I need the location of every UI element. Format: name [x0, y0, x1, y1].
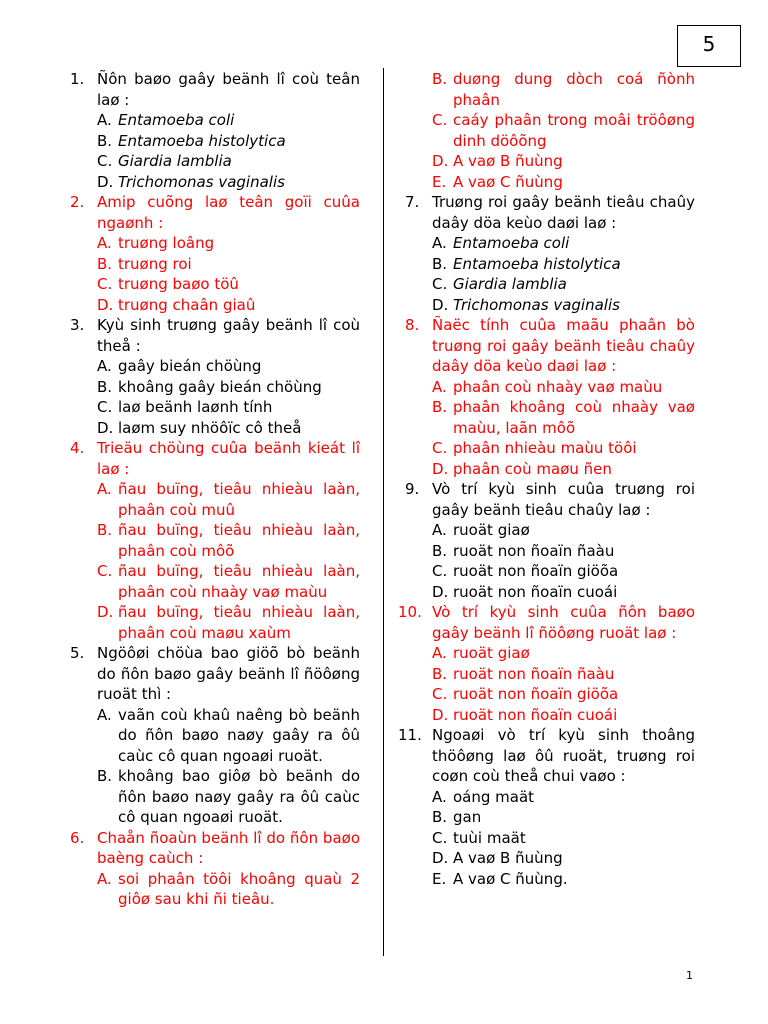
option-letter: A.: [97, 111, 112, 129]
option-text: Trichomonas vaginalis: [453, 295, 620, 314]
option-letter: B.: [432, 541, 448, 560]
question-6: [70, 828, 360, 869]
option-text: truøng chaân giaû: [118, 295, 256, 314]
question-text: Ngöôøi chöùa bao giöõ bò beänh do ñôn baøo gaây beänh lî ñöôøng ruoät thì :: [97, 644, 360, 703]
question-8: [405, 315, 695, 377]
answer-option: [432, 438, 695, 459]
option-letter: C.: [97, 562, 113, 580]
answer-option: [432, 110, 695, 151]
answer-options: [70, 110, 360, 192]
answer-option: [432, 172, 695, 193]
question-2: [70, 192, 360, 233]
option-text: Giardia lamblia: [453, 275, 567, 293]
answer-options: [70, 705, 360, 828]
option-letter: D.: [432, 459, 449, 478]
option-text: gaây bieán chöùng: [118, 357, 262, 375]
answer-option: [97, 110, 360, 131]
option-letter: B.: [432, 70, 448, 88]
option-letter: C.: [432, 828, 448, 847]
option-text: Giardia lamblia: [118, 152, 232, 170]
answer-option: [97, 151, 360, 172]
answer-option: [432, 541, 695, 562]
option-letter: C.: [97, 152, 113, 170]
answer-option: [97, 766, 360, 828]
question-number: 5.: [70, 644, 85, 662]
option-text: ruoät non ñoaïn giöõa: [453, 562, 619, 580]
option-letter: D.: [432, 705, 449, 724]
option-text: Entamoeba coli: [453, 234, 570, 252]
answer-option: [97, 397, 360, 418]
option-text: oáng maät: [453, 787, 535, 806]
answer-option: [432, 459, 695, 480]
option-text: phaân coù nhaày vaø maùu: [453, 377, 663, 396]
answer-option: [97, 520, 360, 561]
option-letter: D.: [97, 295, 114, 314]
question-text: Kyù sinh truøng gaây beänh lî coù theå :: [97, 316, 360, 355]
option-letter: B.: [97, 377, 113, 396]
question-10: [398, 602, 695, 643]
answer-option: [97, 705, 360, 767]
question-number: 4.: [70, 439, 85, 457]
answer-option: [432, 684, 695, 705]
option-text: ruoät non ñoaïn cuoái: [453, 705, 618, 724]
answer-option: [97, 602, 360, 643]
answer-options: [70, 869, 360, 910]
option-text: vaãn coù khaû naêng bò beänh do ñôn baøo naøy gaây ra ôû caùc cô quan ngoaøi ruoät.: [118, 705, 360, 765]
option-text: ruoät non ñoaïn giöõa: [453, 685, 619, 703]
option-text: Entamoeba histolytica: [453, 254, 621, 273]
question-5: [70, 643, 360, 705]
answer-option: [432, 787, 695, 808]
answer-option: [97, 418, 360, 439]
question-text: Truøng roi gaây beänh tieâu chaûy daây döa keùo daøi laø :: [432, 193, 695, 232]
option-text: ruoät non ñoaïn ñaàu: [453, 541, 615, 560]
option-letter: A.: [432, 234, 447, 252]
option-letter: A.: [432, 787, 447, 806]
option-text: Entamoeba histolytica: [118, 131, 286, 150]
option-letter: B.: [432, 254, 448, 273]
page-number-box: 5: [677, 25, 741, 67]
option-letter: C.: [432, 562, 448, 580]
option-letter: E.: [432, 869, 447, 888]
answer-options: [70, 233, 360, 315]
option-text: caáy phaân trong moâi tröôøng dinh döôõng: [453, 111, 695, 150]
option-letter: C.: [97, 275, 113, 293]
answer-option: [97, 172, 360, 193]
answer-option: [432, 705, 695, 726]
option-letter: B.: [97, 521, 113, 539]
option-text: A vaø C ñuùng.: [453, 869, 568, 888]
answer-option: [97, 377, 360, 398]
option-letter: C.: [432, 439, 448, 457]
answer-option: [432, 377, 695, 398]
option-text: truøng baøo töû: [118, 275, 239, 293]
left-column: [70, 69, 360, 910]
option-letter: A.: [432, 521, 447, 539]
question-text: Ngoaøi vò trí kyù sinh thoâng thöôøng laø ôû ruoät, truøng roi coøn coù theå chui vaøo :: [432, 726, 695, 785]
option-text: khoâng gaây bieán chöùng: [118, 377, 322, 396]
option-text: laø beänh laønh tính: [118, 398, 273, 416]
question-number: 11.: [398, 726, 422, 744]
question-number: 10.: [398, 603, 422, 621]
option-letter: B.: [432, 664, 448, 683]
answer-option: [432, 254, 695, 275]
option-letter: B.: [97, 254, 113, 273]
question-text: Amip cuõng laø teân goïi cuûa ngaønh :: [97, 193, 360, 232]
option-text: ñau buïng, tieâu nhieàu laàn, phaân coù muû: [118, 480, 360, 519]
option-text: duøng dung dòch coá ñònh phaân: [453, 70, 695, 109]
answer-option: [432, 151, 695, 172]
option-letter: B.: [432, 808, 448, 826]
option-text: Entamoeba coli: [118, 111, 235, 129]
answer-options: [405, 233, 695, 315]
option-letter: D.: [432, 295, 449, 314]
answer-option: [97, 295, 360, 316]
answer-option: [432, 69, 695, 110]
answer-option: [97, 479, 360, 520]
option-letter: B.: [432, 398, 448, 416]
question-9: [405, 479, 695, 520]
option-letter: A.: [97, 234, 112, 252]
option-text: ñau buïng, tieâu nhieàu laàn, phaân coù môõ: [118, 521, 360, 560]
option-letter: A.: [97, 869, 112, 888]
answer-option: [97, 254, 360, 275]
option-letter: C.: [432, 685, 448, 703]
answer-option: [97, 356, 360, 377]
answer-option: [432, 664, 695, 685]
question-number: 3.: [70, 316, 85, 334]
question-3: [70, 315, 360, 356]
question-text: Trieäu chöùng cuûa beänh kieát lî laø :: [97, 439, 360, 478]
answer-option: [432, 869, 695, 890]
answer-options: [405, 377, 695, 480]
option-text: ñau buïng, tieâu nhieàu laàn, phaân coù nhaày vaø maùu: [118, 562, 360, 601]
question-7: [405, 192, 695, 233]
right-column: [398, 69, 695, 889]
answer-option: [432, 561, 695, 582]
answer-option: [432, 233, 695, 254]
answer-option: [432, 397, 695, 438]
question-number: 9.: [405, 480, 420, 498]
option-letter: C.: [432, 275, 448, 293]
option-text: Trichomonas vaginalis: [118, 172, 285, 191]
option-letter: A.: [432, 644, 447, 662]
option-text: A vaø C ñuùng: [453, 172, 563, 191]
option-text: tuùi maät: [453, 828, 526, 847]
question-11: [398, 725, 695, 787]
question-text: Vò trí kyù sinh cuûa ñôn baøo gaây beänh lî ñöôøng ruoät laø :: [432, 603, 695, 642]
option-letter: D.: [432, 849, 449, 867]
question-1: [70, 69, 360, 110]
question-text: Vò trí kyù sinh cuûa truøng roi gaây beänh tieâu chaûy laø :: [432, 480, 695, 519]
option-letter: A.: [97, 480, 112, 498]
option-letter: D.: [97, 603, 114, 621]
question-number: 6.: [70, 828, 85, 847]
answer-option: [432, 828, 695, 849]
option-letter: A.: [97, 705, 112, 724]
answer-options: [70, 479, 360, 643]
question-text: Ñôn baøo gaây beänh lî coù teân laø :: [97, 70, 360, 109]
answer-option: [97, 561, 360, 602]
question-number: 8.: [405, 316, 420, 334]
answer-options: [405, 520, 695, 602]
option-text: soi phaân töôi khoâng quaù 2 giôø sau khi ñi tieâu.: [118, 869, 360, 908]
answer-options: [405, 787, 695, 890]
option-text: ñau buïng, tieâu nhieàu laàn, phaân coù maøu xaùm: [118, 603, 360, 642]
answer-option: [97, 233, 360, 254]
option-text: gan: [453, 808, 482, 826]
option-text: ruoät non ñoaïn ñaàu: [453, 664, 615, 683]
answer-option: [432, 643, 695, 664]
answer-option: [432, 582, 695, 603]
question-number: 1.: [70, 70, 85, 88]
option-letter: C.: [432, 111, 448, 129]
question-text: Chaån ñoaùn beänh lî do ñôn baøo baèng caùch :: [97, 828, 360, 867]
option-text: phaân khoâng coù nhaày vaø maùu, laãn môõ: [453, 398, 695, 437]
option-text: khoâng bao giôø bò beänh do ñôn baøo naøy gaây ra ôû caùc cô quan ngoaøi ruoät.: [118, 767, 360, 826]
option-text: A vaø B ñuùng: [453, 152, 563, 170]
question-number: 2.: [70, 193, 85, 211]
option-text: truøng loâng: [118, 234, 215, 252]
option-text: phaân coù maøu ñen: [453, 459, 612, 478]
question-text: Ñaëc tính cuûa maãu phaân bò truøng roi gaây beänh tieâu chaûy daây döa keùo daøi laø :: [432, 316, 695, 375]
footer-page-number: 1: [686, 969, 693, 982]
answer-option: [432, 520, 695, 541]
option-text: ruoät giaø: [453, 644, 530, 662]
option-text: ruoät non ñoaïn cuoái: [453, 582, 618, 601]
option-letter: E.: [432, 172, 447, 191]
answer-option: [97, 274, 360, 295]
answer-options: [70, 356, 360, 438]
option-letter: C.: [97, 398, 113, 416]
option-letter: A.: [97, 357, 112, 375]
option-text: A vaø B ñuùng: [453, 849, 563, 867]
right-column-questions: [398, 192, 695, 889]
answer-options: [405, 643, 695, 725]
answer-option: [432, 274, 695, 295]
option-letter: D.: [432, 582, 449, 601]
option-letter: B.: [97, 767, 113, 785]
question-number: 7.: [405, 193, 420, 211]
option-text: ruoät giaø: [453, 521, 530, 539]
option-letter: D.: [432, 152, 449, 170]
question-6-continuation: [405, 69, 695, 192]
answer-option: [432, 848, 695, 869]
column-divider: [383, 68, 384, 956]
option-letter: D.: [97, 172, 114, 191]
question-4: [70, 438, 360, 479]
option-text: laøm suy nhöôïc cô theå: [118, 418, 302, 437]
answer-option: [432, 295, 695, 316]
answer-option: [97, 869, 360, 910]
option-text: phaân nhieàu maùu töôi: [453, 439, 637, 457]
option-letter: B.: [97, 131, 113, 150]
option-text: truøng roi: [118, 254, 192, 273]
option-letter: D.: [97, 418, 114, 437]
answer-option: [432, 807, 695, 828]
option-letter: A.: [432, 377, 447, 396]
answer-option: [97, 131, 360, 152]
